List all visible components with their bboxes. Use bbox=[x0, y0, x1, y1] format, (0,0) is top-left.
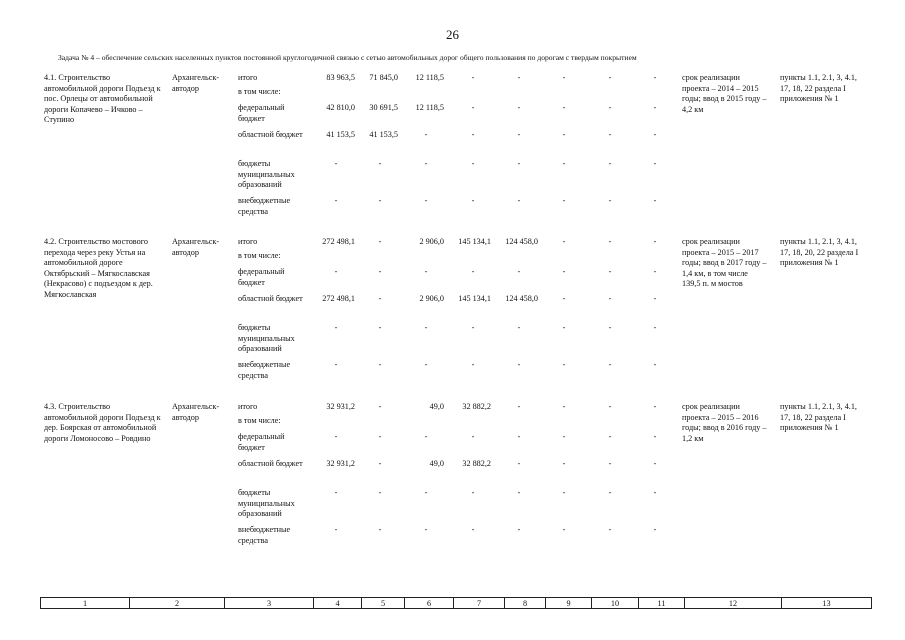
cell-dash: - bbox=[378, 402, 382, 411]
cell-dash: - bbox=[517, 267, 521, 276]
cell-value: 32 931,2 bbox=[326, 402, 355, 411]
cell-dash: - bbox=[517, 73, 521, 82]
cell-dash: - bbox=[562, 196, 566, 205]
cell-value: 12 118,5 bbox=[415, 73, 444, 82]
row-label: федеральный бюджет bbox=[238, 103, 285, 123]
cell-dash: - bbox=[562, 73, 566, 82]
cell-dash: - bbox=[517, 525, 521, 534]
cell-value: 272 498,1 bbox=[322, 294, 355, 303]
row-label: федеральный бюджет bbox=[238, 267, 285, 287]
cell-dash: - bbox=[378, 237, 382, 246]
cell-dash: - bbox=[471, 159, 475, 168]
cell-dash: - bbox=[608, 237, 612, 246]
row-label: бюджеты муниципальных образований bbox=[238, 323, 295, 354]
item-executor: Архангельск-автодор bbox=[172, 237, 220, 257]
cell-dash: - bbox=[517, 159, 521, 168]
item-executor: Архангельск-автодор bbox=[172, 73, 220, 93]
cell-dash: - bbox=[608, 488, 612, 497]
page-number: 26 bbox=[446, 27, 459, 42]
row-label: в том числе: bbox=[238, 251, 281, 260]
row-label: областной бюджет bbox=[238, 294, 303, 303]
row-label: областной бюджет bbox=[238, 130, 303, 139]
item-result: срок реализации проекта – 2015 – 2016 годы; ввод в 2016 году – 1,2 км bbox=[682, 402, 767, 443]
cell-dash: - bbox=[334, 267, 338, 276]
cell-value: 124 458,0 bbox=[505, 237, 538, 246]
cell-dash: - bbox=[517, 103, 521, 112]
cell-dash: - bbox=[653, 360, 657, 369]
cell-dash: - bbox=[334, 196, 338, 205]
cell-dash: - bbox=[562, 267, 566, 276]
column-number-cell: 12 bbox=[685, 598, 782, 609]
cell-dash: - bbox=[653, 323, 657, 332]
cell-dash: - bbox=[471, 488, 475, 497]
cell-value: 2 906,0 bbox=[419, 237, 444, 246]
cell-dash: - bbox=[608, 432, 612, 441]
cell-value: 145 134,1 bbox=[458, 237, 491, 246]
cell-dash: - bbox=[562, 488, 566, 497]
row-label: внебюджетные средства bbox=[238, 196, 291, 216]
cell-value: 49,0 bbox=[429, 402, 444, 411]
cell-dash: - bbox=[653, 159, 657, 168]
cell-dash: - bbox=[378, 488, 382, 497]
cell-dash: - bbox=[608, 323, 612, 332]
cell-dash: - bbox=[471, 432, 475, 441]
cell-dash: - bbox=[562, 402, 566, 411]
cell-dash: - bbox=[608, 294, 612, 303]
cell-dash: - bbox=[517, 323, 521, 332]
cell-dash: - bbox=[378, 196, 382, 205]
column-number-cell: 2 bbox=[130, 598, 225, 609]
cell-value: 32 882,2 bbox=[462, 402, 491, 411]
cell-dash: - bbox=[517, 196, 521, 205]
cell-dash: - bbox=[378, 294, 382, 303]
cell-dash: - bbox=[378, 267, 382, 276]
row-label: федеральный бюджет bbox=[238, 432, 285, 452]
cell-dash: - bbox=[653, 196, 657, 205]
item-reference: пункты 1.1, 2.1, 3, 4.1, 17, 18, 22 раздела I приложения № 1 bbox=[780, 73, 857, 104]
item-executor: Архангельск-автодор bbox=[172, 402, 220, 422]
cell-dash: - bbox=[471, 130, 475, 139]
column-number-cell: 3 bbox=[225, 598, 314, 609]
column-number-cell: 11 bbox=[639, 598, 685, 609]
cell-dash: - bbox=[471, 267, 475, 276]
cell-dash: - bbox=[517, 360, 521, 369]
cell-dash: - bbox=[424, 525, 428, 534]
cell-value: 49,0 bbox=[429, 459, 444, 468]
cell-dash: - bbox=[608, 525, 612, 534]
item-result: срок реализации проекта – 2014 – 2015 годы; ввод в 2015 году – 4,2 км bbox=[682, 73, 767, 114]
cell-dash: - bbox=[653, 130, 657, 139]
cell-dash: - bbox=[378, 432, 382, 441]
cell-value: 145 134,1 bbox=[458, 294, 491, 303]
column-number-row bbox=[40, 597, 872, 609]
cell-dash: - bbox=[562, 159, 566, 168]
cell-dash: - bbox=[608, 360, 612, 369]
cell-dash: - bbox=[471, 525, 475, 534]
cell-dash: - bbox=[517, 459, 521, 468]
cell-dash: - bbox=[378, 525, 382, 534]
cell-dash: - bbox=[334, 488, 338, 497]
cell-dash: - bbox=[424, 267, 428, 276]
cell-dash: - bbox=[334, 432, 338, 441]
cell-dash: - bbox=[378, 159, 382, 168]
cell-dash: - bbox=[562, 432, 566, 441]
cell-dash: - bbox=[471, 196, 475, 205]
cell-dash: - bbox=[562, 103, 566, 112]
cell-dash: - bbox=[653, 459, 657, 468]
cell-dash: - bbox=[378, 360, 382, 369]
cell-dash: - bbox=[424, 159, 428, 168]
cell-dash: - bbox=[653, 525, 657, 534]
column-number-cell: 8 bbox=[505, 598, 546, 609]
cell-dash: - bbox=[653, 294, 657, 303]
row-label: бюджеты муниципальных образований bbox=[238, 159, 295, 190]
cell-dash: - bbox=[424, 432, 428, 441]
cell-value: 41 153,5 bbox=[369, 130, 398, 139]
cell-dash: - bbox=[562, 294, 566, 303]
cell-dash: - bbox=[334, 525, 338, 534]
cell-dash: - bbox=[471, 360, 475, 369]
column-number-cell: 6 bbox=[405, 598, 454, 609]
item-name: 4.2. Строительство мостового перехода через реку Устья на автомобильной дороге Октябрьский – Мягкославская (Некрасово) с подъездом к дер. Мягкославская bbox=[44, 237, 153, 299]
cell-value: 42 810,0 bbox=[326, 103, 355, 112]
column-number-cell: 10 bbox=[592, 598, 639, 609]
cell-dash: - bbox=[608, 402, 612, 411]
cell-dash: - bbox=[562, 360, 566, 369]
row-label: в том числе: bbox=[238, 87, 281, 96]
cell-dash: - bbox=[608, 159, 612, 168]
cell-dash: - bbox=[608, 267, 612, 276]
cell-dash: - bbox=[424, 323, 428, 332]
cell-dash: - bbox=[653, 267, 657, 276]
cell-value: 2 906,0 bbox=[419, 294, 444, 303]
cell-value: 71 845,0 bbox=[369, 73, 398, 82]
cell-value: 32 931,2 bbox=[326, 459, 355, 468]
cell-dash: - bbox=[562, 525, 566, 534]
cell-dash: - bbox=[653, 488, 657, 497]
cell-dash: - bbox=[608, 73, 612, 82]
cell-dash: - bbox=[334, 159, 338, 168]
cell-dash: - bbox=[471, 103, 475, 112]
cell-dash: - bbox=[424, 130, 428, 139]
column-number-cell: 1 bbox=[41, 598, 130, 609]
row-label: бюджеты муниципальных образований bbox=[238, 488, 295, 519]
cell-value: 30 691,5 bbox=[369, 103, 398, 112]
cell-dash: - bbox=[378, 323, 382, 332]
column-number-cell: 7 bbox=[454, 598, 505, 609]
column-number-cell: 4 bbox=[314, 598, 362, 609]
cell-dash: - bbox=[653, 402, 657, 411]
item-result: срок реализации проекта – 2015 – 2017 годы; ввод в 2017 году – 1,4 км, в том числе 139,5 п. м мостов bbox=[682, 237, 767, 289]
cell-dash: - bbox=[517, 402, 521, 411]
cell-value: 32 882,2 bbox=[462, 459, 491, 468]
cell-value: 41 153,5 bbox=[326, 130, 355, 139]
cell-dash: - bbox=[653, 237, 657, 246]
column-number-cell: 5 bbox=[362, 598, 405, 609]
cell-dash: - bbox=[334, 323, 338, 332]
cell-value: 12 118,5 bbox=[415, 103, 444, 112]
cell-dash: - bbox=[471, 73, 475, 82]
item-name: 4.3. Строительство автомобильной дороги Подъезд к дер. Боярская от автомобильной дороги Ломоносово – Ровдино bbox=[44, 402, 161, 443]
cell-dash: - bbox=[653, 103, 657, 112]
cell-dash: - bbox=[562, 323, 566, 332]
column-number-cell: 9 bbox=[546, 598, 592, 609]
row-label: областной бюджет bbox=[238, 459, 303, 468]
cell-dash: - bbox=[424, 360, 428, 369]
cell-dash: - bbox=[608, 103, 612, 112]
cell-dash: - bbox=[517, 130, 521, 139]
cell-dash: - bbox=[517, 488, 521, 497]
item-reference: пункты 1.1, 2.1, 3, 4.1, 17, 18, 20, 22 раздела I приложения № 1 bbox=[780, 237, 859, 268]
cell-dash: - bbox=[653, 432, 657, 441]
item-reference: пункты 1.1, 2.1, 3, 4.1, 17, 18, 22 раздела I приложения № 1 bbox=[780, 402, 857, 433]
cell-dash: - bbox=[471, 323, 475, 332]
cell-value: 272 498,1 bbox=[322, 237, 355, 246]
cell-dash: - bbox=[424, 488, 428, 497]
cell-dash: - bbox=[653, 73, 657, 82]
cell-dash: - bbox=[562, 237, 566, 246]
row-label: итого bbox=[238, 237, 258, 246]
cell-value: 124 458,0 bbox=[505, 294, 538, 303]
row-label: итого bbox=[238, 73, 258, 82]
column-number-cell: 13 bbox=[782, 598, 872, 609]
cell-dash: - bbox=[378, 459, 382, 468]
task-heading: Задача № 4 – обеспечение сельских населенных пунктов постоянной круглогодичной связью с сетью автомобильных дорог общего пользования по дорогам с твердым покрытием bbox=[58, 53, 637, 62]
cell-dash: - bbox=[334, 360, 338, 369]
cell-dash: - bbox=[562, 459, 566, 468]
cell-dash: - bbox=[608, 130, 612, 139]
cell-dash: - bbox=[608, 459, 612, 468]
item-name: 4.1. Строительство автомобильной дороги Подъезд к пос. Орлецы от автомобильной дороги Копачево – Ичково – Ступино bbox=[44, 73, 161, 125]
cell-dash: - bbox=[608, 196, 612, 205]
cell-dash: - bbox=[562, 130, 566, 139]
row-label: внебюджетные средства bbox=[238, 525, 291, 545]
cell-dash: - bbox=[424, 196, 428, 205]
row-label: внебюджетные средства bbox=[238, 360, 291, 380]
row-label: в том числе: bbox=[238, 416, 281, 425]
row-label: итого bbox=[238, 402, 258, 411]
cell-dash: - bbox=[517, 432, 521, 441]
cell-value: 83 963,5 bbox=[326, 73, 355, 82]
